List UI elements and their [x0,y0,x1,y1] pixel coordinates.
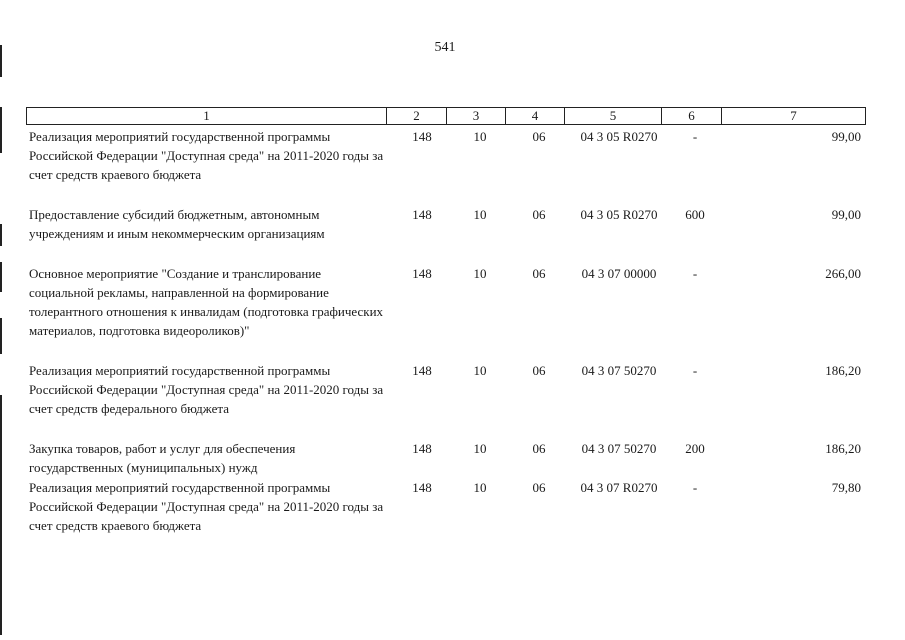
row-col-3: 10 [473,207,487,222]
row-col-4: 06 [532,129,546,144]
header-cell-5: 5 [565,108,662,125]
header-cell-7: 7 [722,108,866,125]
page-number: 541 [434,40,456,55]
row-col-2: 148 [412,266,432,281]
row-col-6: - [692,480,698,495]
column-number-header [26,107,866,125]
row-col-7: 99,00 [831,129,861,144]
row-name: Реализация мероприятий государственной программы Российской Федерации "Доступная среда" на 2011-2020 годы за счет средств краевого бюджета [29,480,384,533]
header-cell-6: 6 [662,108,722,125]
header-cell-4: 4 [506,108,565,125]
row-col-5: 04 3 05 R0270 [580,129,658,144]
row-col-7: 266,00 [825,266,861,281]
row-col-4: 06 [532,266,546,281]
row-col-5: 04 3 05 R0270 [580,207,658,222]
row-col-7: 186,20 [825,363,861,378]
row-name: Закупка товаров, работ и услуг для обеспечения государственных (муниципальных) нужд [29,441,296,475]
row-col-4: 06 [532,441,546,456]
row-col-6: 200 [685,441,705,456]
row-name: Реализация мероприятий государственной программы Российской Федерации "Доступная среда" на 2011-2020 годы за счет средств федерального бюджета [29,363,384,416]
row-col-6: - [692,363,698,378]
row-col-5: 04 3 07 50270 [581,441,657,456]
row-col-4: 06 [532,363,546,378]
row-col-2: 148 [412,480,432,495]
row-col-4: 06 [532,480,546,495]
header-cell-3: 3 [447,108,506,125]
row-col-3: 10 [473,480,487,495]
row-col-5: 04 3 07 00000 [581,266,657,281]
row-col-4: 06 [532,207,546,222]
scan-edge-mark [0,224,2,246]
scan-edge-mark [0,107,2,153]
row-name: Основное мероприятие "Создание и транслирование социальной рекламы, направленной на формирование толерантного отношения к инвалидам (подготовка графических материалов, подготовка видеороликов)" [29,266,384,338]
row-col-5: 04 3 07 50270 [581,363,657,378]
row-col-5: 04 3 07 R0270 [580,480,658,495]
header-row [27,108,866,125]
row-col-6: 600 [685,207,705,222]
row-col-3: 10 [473,266,487,281]
header-cell-2: 2 [387,108,447,125]
header-cell-1: 1 [27,108,387,125]
scan-edge-mark [0,262,2,292]
row-col-6: - [692,266,698,281]
scan-edge-mark [0,395,2,635]
scan-edge-mark [0,318,2,354]
row-col-7: 99,00 [831,207,861,222]
row-col-2: 148 [412,441,432,456]
row-col-2: 148 [412,207,432,222]
row-col-6: - [692,129,698,144]
row-col-3: 10 [473,129,487,144]
row-col-7: 79,80 [831,480,861,495]
row-col-2: 148 [412,129,432,144]
row-name: Предоставление субсидий бюджетным, автономным учреждениям и иным некоммерческим организациям [29,207,325,241]
row-col-2: 148 [412,363,432,378]
row-col-3: 10 [473,441,487,456]
row-col-7: 186,20 [825,441,861,456]
row-col-3: 10 [473,363,487,378]
row-name: Реализация мероприятий государственной программы Российской Федерации "Доступная среда" на 2011-2020 годы за счет средств краевого бюджета [29,129,384,182]
